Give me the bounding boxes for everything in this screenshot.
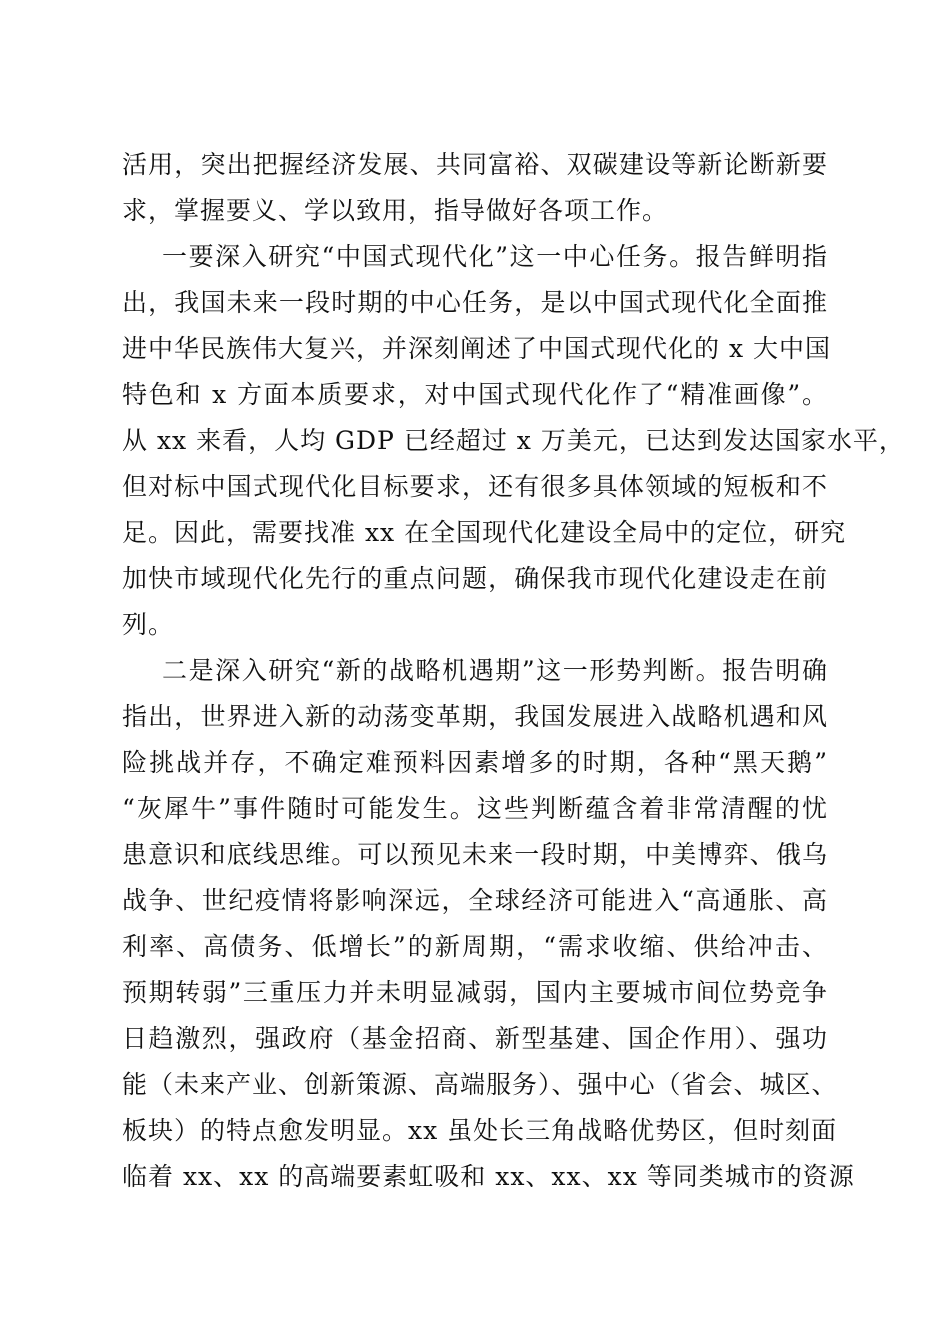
text-line: 特色和 x 方面本质要求，对中国式现代化作了“精准画像”。 <box>122 380 828 409</box>
text-line: 但对标中国式现代化目标要求，还有很多具体领域的短板和不 <box>122 472 828 501</box>
text-line: 预期转弱”三重压力并未明显减弱，国内主要城市间位势竞争 <box>122 978 828 1007</box>
body-text <box>122 142 905 1200</box>
paragraph-1 <box>122 142 828 234</box>
text-line: 列。 <box>122 610 175 639</box>
text-line: 战争、世纪疫情将影响深远，全球经济可能进入“高通胀、高 <box>122 886 828 915</box>
text-line: 加快市域现代化先行的重点问题，确保我市现代化建设走在前 <box>122 564 828 593</box>
text-line: 二是深入研究“新的战略机遇期”这一形势判断。报告明确 <box>162 656 828 685</box>
text-line: 求，掌握要义、学以致用，指导做好各项工作。 <box>122 196 669 225</box>
text-line: 活用，突出把握经济发展、共同富裕、双碳建设等新论断新要 <box>122 150 828 179</box>
text-line: 从 xx 来看，人均 GDP 已经超过 x 万美元，已达到发达国家水平， <box>122 426 905 455</box>
text-line: 一要深入研究“中国式现代化”这一中心任务。报告鲜明指 <box>162 242 828 271</box>
paragraph-3 <box>122 648 855 1200</box>
text-line: 进中华民族伟大复兴，并深刻阐述了中国式现代化的 x 大中国 <box>122 334 831 363</box>
text-line: 日趋激烈，强政府（基金招商、新型基建、国企作用）、强功 <box>122 1024 828 1053</box>
text-line: “灰犀牛”事件随时可能发生。这些判断蕴含着非常清醒的忧 <box>122 794 828 823</box>
paragraph-2 <box>122 234 905 648</box>
text-line: 临着 xx、xx 的高端要素虹吸和 xx、xx、xx 等同类城市的资源 <box>122 1162 855 1191</box>
text-line: 出，我国未来一段时期的中心任务，是以中国式现代化全面推 <box>122 288 828 317</box>
text-line: 足。因此，需要找准 xx 在全国现代化建设全局中的定位，研究 <box>122 518 847 547</box>
text-line: 患意识和底线思维。可以预见未来一段时期，中美博弈、俄乌 <box>122 840 828 869</box>
text-line: 利率、高债务、低增长”的新周期，“需求收缩、供给冲击、 <box>122 932 828 961</box>
text-line: 险挑战并存，不确定难预料因素增多的时期，各种“黑天鹅” <box>122 748 828 777</box>
text-line: 能（未来产业、创新策源、高端服务）、强中心（省会、城区、 <box>122 1070 838 1099</box>
text-line: 板块）的特点愈发明显。xx 虽处长三角战略优势区，但时刻面 <box>122 1116 838 1145</box>
text-line: 指出，世界进入新的动荡变革期，我国发展进入战略机遇和风 <box>122 702 828 731</box>
